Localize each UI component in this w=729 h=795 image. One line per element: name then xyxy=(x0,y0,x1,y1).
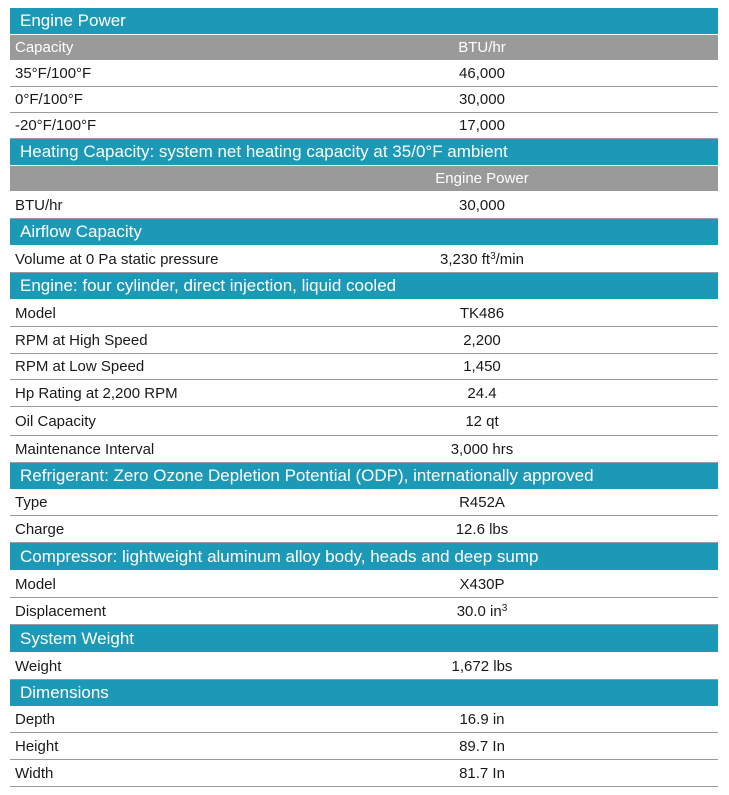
column-header-value: BTU/hr xyxy=(458,39,506,56)
row-value: 46,000 xyxy=(459,65,505,82)
row-value: 30,000 xyxy=(459,91,505,108)
row-label: 35°F/100°F xyxy=(15,65,92,82)
value-text: 3,230 ft xyxy=(440,250,491,268)
section-engine xyxy=(10,273,718,300)
row-value: 2,200 xyxy=(463,331,501,349)
row-label: RPM at High Speed xyxy=(15,331,148,349)
table-row xyxy=(10,760,718,787)
row-value: 30,000 xyxy=(459,196,505,214)
table-row xyxy=(10,733,718,760)
row-label: Depth xyxy=(15,711,56,728)
row-value: 17,000 xyxy=(459,117,505,134)
row-label: Maintenance Interval xyxy=(15,440,155,458)
row-value: 24.4 xyxy=(467,384,497,402)
section-title: Engine: four cylinder, direct injection, liquid cooled xyxy=(20,276,397,295)
table-row xyxy=(10,516,718,543)
table-row xyxy=(10,87,718,113)
section-compressor xyxy=(10,543,718,571)
table-row xyxy=(10,407,718,436)
section-title: Compressor: lightweight aluminum alloy body, heads and deep sump xyxy=(20,546,539,566)
row-label: Volume at 0 Pa static pressure xyxy=(15,250,219,268)
row-label: Type xyxy=(15,494,48,511)
table-row xyxy=(10,246,718,273)
row-label: Weight xyxy=(15,657,62,675)
row-label: -20°F/100°F xyxy=(15,117,97,134)
table-row xyxy=(10,571,718,598)
row-label: Model xyxy=(15,304,56,322)
row-value: 12.6 lbs xyxy=(455,520,509,538)
column-header-value: Engine Power xyxy=(435,170,529,187)
section-dimensions xyxy=(10,680,718,707)
table-row xyxy=(10,354,718,380)
table-row xyxy=(10,598,718,625)
section-heating-capacity xyxy=(10,139,718,166)
row-value: R452A xyxy=(459,494,505,511)
section-refrigerant xyxy=(10,463,718,490)
section-title: Refrigerant: Zero Ozone Depletion Potential (ODP), internationally approved xyxy=(20,466,594,485)
superscript: 3 xyxy=(490,250,496,262)
row-label: 0°F/100°F xyxy=(15,91,83,108)
section-title: Engine Power xyxy=(20,11,126,30)
row-label: Hp Rating at 2,200 RPM xyxy=(15,384,178,402)
section-title: Airflow Capacity xyxy=(20,222,142,241)
section-title: System Weight xyxy=(20,628,135,648)
row-label: RPM at Low Speed xyxy=(15,358,145,375)
row-label: Width xyxy=(15,764,54,782)
row-label: BTU/hr xyxy=(15,196,63,214)
row-value: 12 qt xyxy=(465,412,499,430)
table-row xyxy=(10,300,718,327)
row-label: Height xyxy=(15,737,59,755)
value-text: 30.0 in xyxy=(456,602,502,620)
table-row xyxy=(10,327,718,354)
row-value: TK486 xyxy=(459,304,505,322)
row-value xyxy=(380,251,584,268)
row-value xyxy=(380,603,584,620)
table-row xyxy=(10,707,718,733)
row-value: 3,000 hrs xyxy=(450,440,514,458)
table-row xyxy=(10,61,718,87)
row-value: 81.7 In xyxy=(459,764,505,782)
section-airflow-capacity xyxy=(10,219,718,246)
column-header-label: Capacity xyxy=(15,39,74,56)
row-label: Model xyxy=(15,575,56,593)
section-engine-power xyxy=(10,8,718,35)
row-label: Charge xyxy=(15,520,65,538)
column-header-row xyxy=(10,35,718,61)
table-row xyxy=(10,490,718,516)
table-row xyxy=(10,113,718,139)
table-row xyxy=(10,380,718,407)
column-header-row xyxy=(10,166,718,192)
section-title: Heating Capacity: system net heating capacity at 35/0°F ambient xyxy=(20,142,508,161)
section-title: Dimensions xyxy=(20,683,109,702)
row-label: Oil Capacity xyxy=(15,412,96,430)
table-row xyxy=(10,436,718,463)
row-value: X430P xyxy=(459,575,505,593)
spec-table xyxy=(10,8,718,787)
superscript: 3 xyxy=(501,602,508,614)
table-row xyxy=(10,653,718,680)
row-value: 1,672 lbs xyxy=(451,657,513,675)
row-value: 1,450 xyxy=(463,358,501,375)
table-row xyxy=(10,192,718,219)
value-suffix: /min xyxy=(495,250,524,268)
row-value: 89.7 In xyxy=(459,737,505,755)
section-system-weight xyxy=(10,625,718,653)
row-label: Displacement xyxy=(15,602,106,620)
row-value: 16.9 in xyxy=(459,711,505,728)
